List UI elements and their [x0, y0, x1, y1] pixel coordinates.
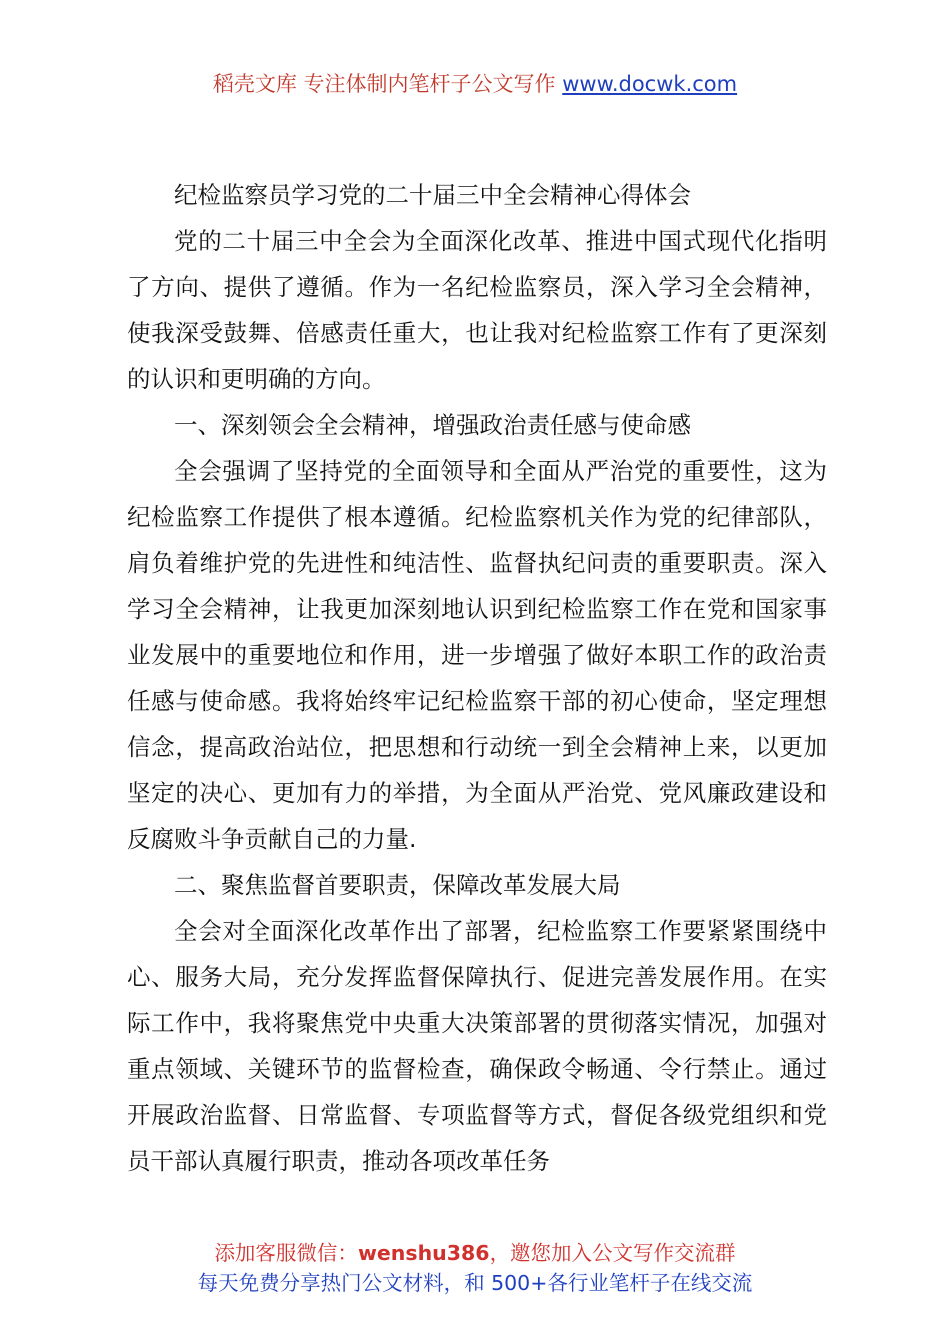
- section-2-heading: 二、聚焦监督首要职责，保障改革发展大局: [174, 871, 621, 899]
- footer-contact-line: [0, 1238, 950, 1268]
- document-body: [127, 172, 827, 1184]
- brand-text: 稻壳文库 专注体制内笔杆子公文写作: [212, 72, 563, 96]
- footer-contact-suffix: ，邀您加入公文写作交流群: [489, 1241, 736, 1265]
- document-title: 纪检监察员学习党的二十届三中全会精神心得体会: [174, 181, 691, 209]
- section-1-heading: 一、深刻领会全会精神，增强政治责任感与使命感: [174, 411, 691, 439]
- wechat-id: wenshu386: [357, 1241, 490, 1265]
- page-footer: [0, 1238, 950, 1298]
- section-1-paragraph: 全会强调了坚持党的全面领导和全面从严治党的重要性，这为纪检监察工作提供了根本遵循。纪检监察机关作为党的纪律部队，肩负着维护党的先进性和纯洁性、监督执纪问责的重要职责。深入学习全会精神，让我更加深刻地认识到纪检监察工作在党和国家事业发展中的重要地位和作用，进一步增强了做好本职工作的政治责任感与使命感。我将始终牢记纪检监察干部的初心使命，坚定理想信念，提高政治站位，把思想和行动统一到全会精神上来，以更加坚定的决心、更加有力的举措，为全面从严治党、党风廉政建设和反腐败斗争贡献自己的力量.: [127, 457, 827, 853]
- footer-contact-prefix: 添加客服微信：: [214, 1241, 358, 1265]
- section-2-paragraph: 全会对全面深化改革作出了部署，纪检监察工作要紧紧围绕中心、服务大局，充分发挥监督保障执行、促进完善发展作用。在实际工作中，我将聚焦党中央重大决策部署的贯彻落实情况，加强对重点领域、关键环节的监督检查，确保政令畅通、令行禁止。通过开展政治监督、日常监督、专项监督等方式，督促各级党组织和党员干部认真履行职责，推动各项改革任务: [127, 917, 827, 1175]
- site-link[interactable]: www.docwk.com: [562, 72, 738, 96]
- page-header: [0, 70, 950, 98]
- intro-paragraph: 党的二十届三中全会为全面深化改革、推进中国式现代化指明了方向、提供了遵循。作为一名纪检监察员，深入学习全会精神，使我深受鼓舞、倍感责任重大，也让我对纪检监察工作有了更深刻的认识和更明确的方向。: [127, 227, 827, 393]
- footer-promo-line: 每天免费分享热门公文材料，和 500+各行业笔杆子在线交流: [197, 1271, 753, 1295]
